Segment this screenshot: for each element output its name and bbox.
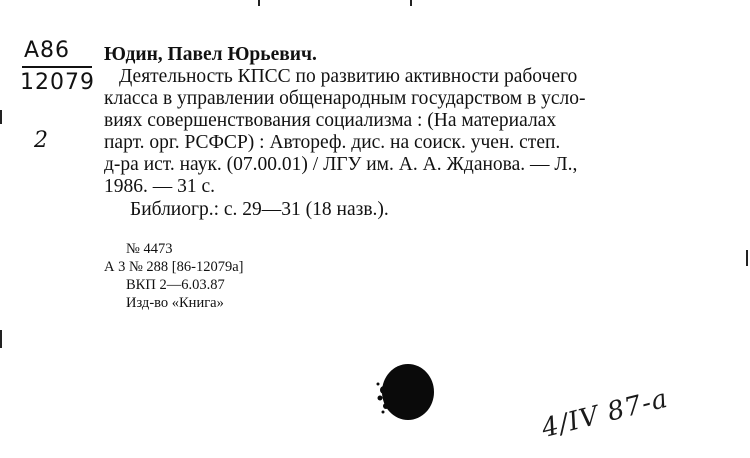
title-line: виях совершенствования социализма : (На материалах (104, 110, 557, 131)
author-heading: Юдин, Павел Юрьевич. (104, 44, 317, 65)
ink-blot (372, 360, 438, 426)
bibliography-note: Библиогр.: с. 29—31 (18 назв.). (130, 199, 389, 220)
edge-mark (746, 250, 748, 266)
title-line: класса в управлении общенародным государством в усло- (104, 88, 586, 109)
record-code: А 3 № 288 [86-12079а] (104, 259, 244, 275)
title-line: парт. орг. РСФСР) : Автореф. дис. на соиск. учен. степ. (104, 132, 561, 153)
title-line: д-ра ист. наук. (07.00.01) / ЛГУ им. А. А. Жданова. — Л., (104, 154, 578, 175)
edge-mark (258, 0, 260, 6)
handwritten-note: 4/IV 87-а (538, 383, 672, 444)
edge-mark (410, 0, 412, 6)
record-registration: ВКП 2—6.03.87 (126, 277, 225, 293)
call-number-line-2: 12079 (20, 70, 95, 95)
record-number: № 4473 (126, 241, 173, 257)
call-number-underline (22, 66, 92, 68)
call-number-line-1: A86 (24, 38, 71, 63)
title-line: 1986. — 31 с. (104, 176, 216, 197)
title-line: Деятельность КПСС по развитию активности рабочего (119, 66, 578, 87)
edge-mark (0, 110, 2, 124)
margin-mark: 2 (34, 128, 48, 153)
edge-mark (0, 330, 2, 348)
record-publisher: Изд-во «Книга» (126, 295, 224, 311)
